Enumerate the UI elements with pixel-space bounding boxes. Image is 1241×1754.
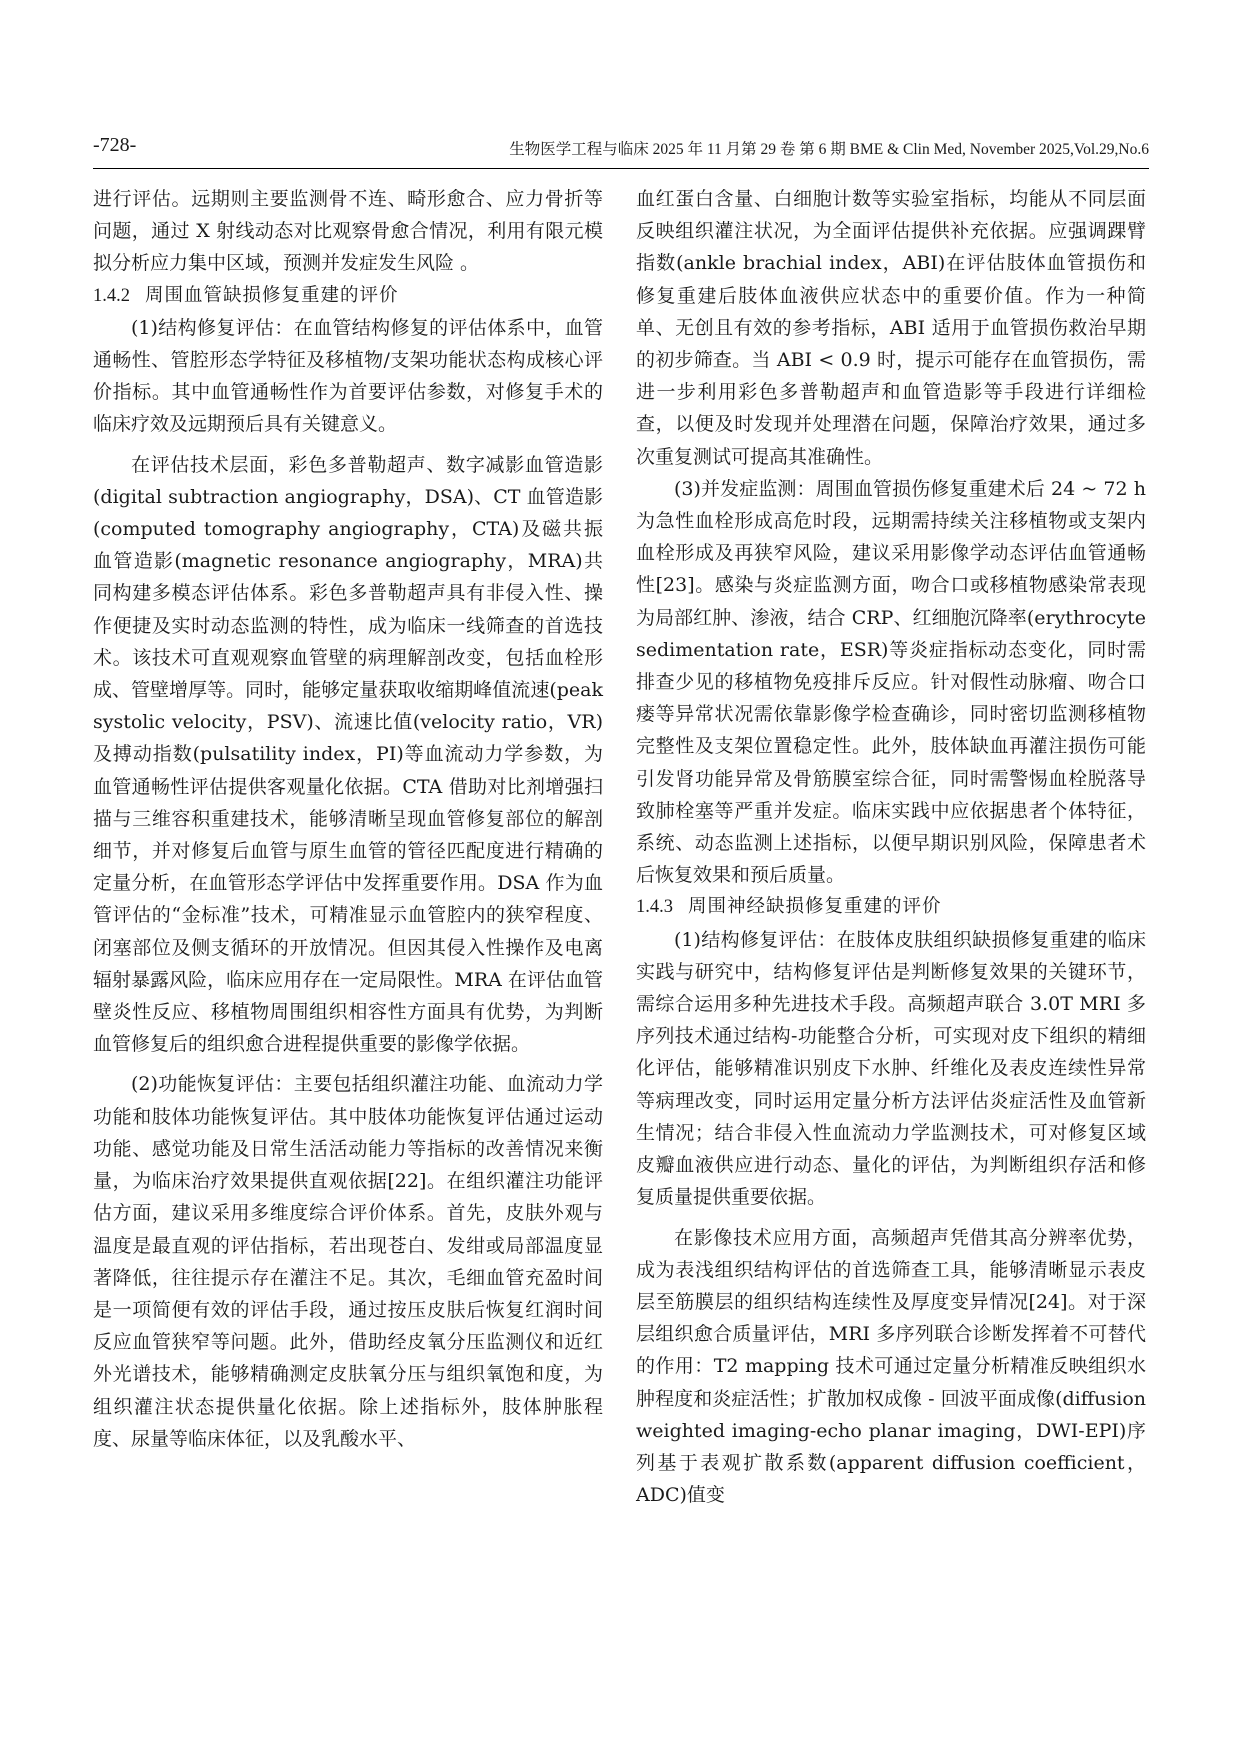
- paragraph-gap: [636, 1214, 1146, 1222]
- body-paragraph: 在评估技术层面，彩色多普勒超声、数字减影血管造影(digital subtraction angiography，DSA)、CT 血管造影(computed tomography angiography，CTA)及磁共振血管造影(magnetic resonance angiography，MRA)共同构建多模态评估体系。彩色多普勒超声具有非侵入性、操作便捷及实时动态监测的特性，成为临床一线筛查的首选技术。该技术可直观观察血管壁的病理解剖改变，包括血栓形成、管壁增厚等。同时，能够定量获取收缩期峰值流速(peak systolic velocity，PSV)、流速比值(velocity ratio，VR)及搏动指数(pulsatility index，PI)等血流动力学参数，为血管通畅性评估提供客观量化依据。CTA 借助对比剂增强扫描与三维容积重建技术，能够清晰呈现血管修复部位的解剖细节，并对修复后血管与原生血管的管径匹配度进行精确的定量分析，在血管形态学评估中发挥重要作用。DSA 作为血管评估的“金标准”技术，可精准显示血管腔内的狭窄程度、闭塞部位及侧支循环的开放情况。但因其侵入性操作及电离辐射暴露风险，临床应用存在一定局限性。MRA 在评估血管壁炎性反应、移植物周围组织相容性方面具有优势，为判断血管修复后的组织愈合进程提供重要的影像学依据。: [93, 453, 603, 1056]
- right-column: [636, 183, 1146, 1511]
- body-paragraph: (3)并发症监测：周围血管损伤修复重建术后 24 ~ 72 h 为急性血栓形成高危时段，远期需持续关注移植物或支架内血栓形成及再狭窄风险，建议采用影像学动态评估血管通畅性[23]。感染与炎症监测方面，吻合口或移植物感染常表现为局部红肿、渗液，结合 CRP、红细胞沉降率(erythrocyte sedimentation rate，ESR)等炎症指标动态变化，同时需排查少见的移植物免疫排斥反应。针对假性动脉瘤、吻合口瘘等异常状况需依靠影像学检查确诊，同时密切监测移植物完整性及支架位置稳定性。此外，肢体缺血再灌注损伤可能引发肾功能异常及骨筋膜室综合征，同时需警惕血栓脱落导致肺栓塞等严重并发症。临床实践中应依据患者个体特征，系统、动态监测上述指标，以便早期识别风险，保障患者术后恢复效果和预后质量。: [636, 477, 1146, 887]
- body-paragraph: 在影像技术应用方面，高频超声凭借其高分辨率优势，成为表浅组织结构评估的首选筛查工具，能够清晰显示表皮层至筋膜层的组织结构连续性及厚度变异情况[24]。对于深层组织愈合质量评估，MRI 多序列联合诊断发挥着不可替代的作用：T2 mapping 技术可通过定量分析精准反映组织水肿程度和炎症活性；扩散加权成像 - 回波平面成像(diffusion weighted imaging-echo planar imaging，DWI-EPI)序列基于表观扩散系数(apparent diffusion coefficient，ADC)值变: [636, 1226, 1146, 1507]
- running-title: 生物医学工程与临床 2025 年 11 月第 29 卷 第 6 期 BME & Clin Med, November 2025,Vol.29,No.6: [509, 141, 1149, 158]
- section-title: 周围血管缺损修复重建的评价: [145, 284, 399, 306]
- body-paragraph: (1)结构修复评估：在血管结构修复的评估体系中，血管通畅性、管腔形态学特征及移植物/支架功能状态构成核心评价指标。其中血管通畅性作为首要评估参数，对修复手术的临床疗效及远期预后具有关键意义。: [93, 316, 603, 436]
- section-number: 1.4.3: [636, 897, 673, 918]
- paragraph-gap: [93, 1060, 603, 1068]
- running-header: [93, 128, 1149, 169]
- section-heading: [93, 280, 603, 312]
- section-number: 1.4.2: [93, 285, 130, 306]
- section-heading: [636, 891, 1146, 923]
- page-number: -728-: [93, 134, 137, 156]
- section-title: 周围神经缺损修复重建的评价: [688, 896, 942, 918]
- left-column: [93, 183, 603, 1455]
- body-paragraph: (1)结构修复评估：在肢体皮肤组织缺损修复重建的临床实践与研究中，结构修复评估是判断修复效果的关键环节，需综合运用多种先进技术手段。高频超声联合 3.0T MRI 多序列技术通过结构-功能整合分析，可实现对皮下组织的精细化评估，能够精准识别皮下水肿、纤维化及表皮连续性异常等病理改变，同时运用定量分析方法评估炎症活性及血管新生情况；结合非侵入性血流动力学监测技术，可对修复区域皮瓣血液供应进行动态、量化的评估，为判断组织存活和修复质量提供重要依据。: [636, 928, 1146, 1209]
- body-paragraph: 血红蛋白含量、白细胞计数等实验室指标，均能从不同层面反映组织灌注状况，为全面评估提供补充依据。应强调踝臂指数(ankle brachial index，ABI)在评估肢体血管损伤和修复重建后肢体血液供应状态中的重要价值。作为一种简单、无创且有效的参考指标，ABI 适用于血管损伤救治早期的初步筛查。当 ABI < 0.9 时，提示可能存在血管损伤，需进一步利用彩色多普勒超声和血管造影等手段进行详细检查，以便及时发现并处理潜在问题，保障治疗效果，通过多次重复测试可提高其准确性。: [636, 188, 1146, 468]
- body-paragraph: 进行评估。远期则主要监测骨不连、畸形愈合、应力骨折等问题，通过 X 射线动态对比观察骨愈合情况，利用有限元模拟分析应力集中区域，预测并发症发生风险 。: [93, 188, 603, 275]
- paragraph-gap: [93, 441, 603, 449]
- body-paragraph: (2)功能恢复评估：主要包括组织灌注功能、血流动力学功能和肢体功能恢复评估。其中肢体功能恢复评估通过运动功能、感觉功能及日常生活活动能力等指标的改善情况来衡量，为临床治疗效果提供直观依据[22]。在组织灌注功能评估方面，建议采用多维度综合评价体系。首先，皮肤外观与温度是最直观的评估指标，若出现苍白、发绀或局部温度显著降低，往往提示存在灌注不足。其次，毛细血管充盈时间是一项简便有效的评估手段，通过按压皮肤后恢复红润时间反应血管狭窄等问题。此外，借助经皮氧分压监测仪和近红外光谱技术，能够精确测定皮肤氧分压与组织氧饱和度，为组织灌注状态提供量化依据。除上述指标外，肢体肿胀程度、尿量等临床体征，以及乳酸水平、: [93, 1073, 603, 1450]
